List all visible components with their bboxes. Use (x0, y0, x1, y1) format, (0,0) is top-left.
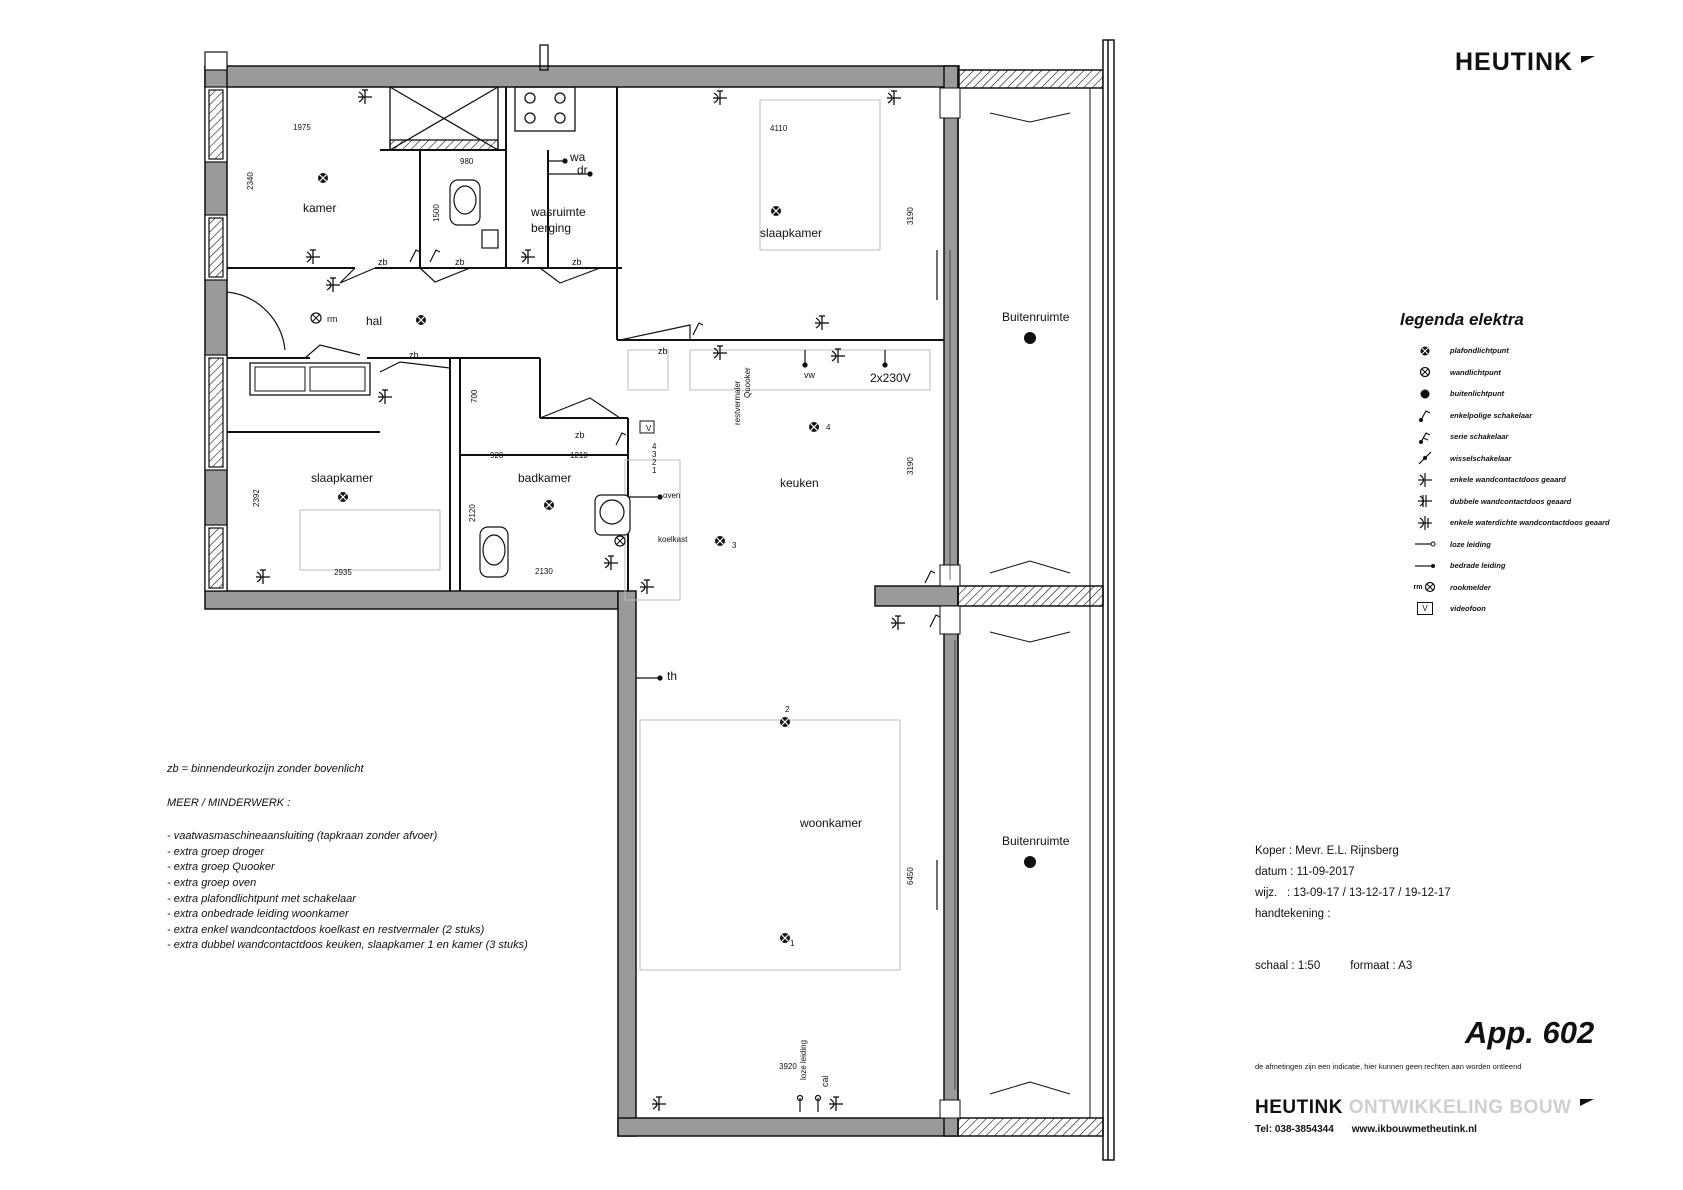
footer-brand-light: ONTWIKKELING BOUW (1348, 1097, 1572, 1118)
dimension-label: 6450 (906, 867, 915, 885)
socket-icon (604, 556, 618, 570)
dimension-label: 2392 (252, 489, 261, 507)
ceiling-light-icon (809, 422, 819, 432)
room-label-woonkamer: woonkamer (800, 816, 863, 830)
brand-name: HEUTINK (1455, 48, 1574, 76)
switch-number: 1 (652, 466, 657, 475)
two-way-switch-icon (1400, 450, 1450, 466)
socket-icon (713, 91, 727, 105)
room-label-slaapkamer-left: slaapkamer (311, 471, 374, 485)
legend-text: wisselschakelaar (1450, 453, 1512, 463)
ceiling-light-icon (338, 492, 348, 502)
legend-row (1400, 362, 1670, 384)
wijz-row (1255, 883, 1451, 904)
datum-label: datum : (1255, 866, 1294, 878)
videophone-symbol: V (1417, 602, 1433, 615)
legend-text: buitenlichtpunt (1450, 389, 1505, 399)
room-label-buitenruimte-bottom: Buitenruimte (1002, 834, 1070, 848)
legend-row (1400, 405, 1670, 427)
dimension-label: 1210 (570, 451, 588, 460)
wa-label: wa (570, 150, 586, 164)
legend-title: legenda elektra (1400, 310, 1524, 329)
website: www.ikbouwmetheutink.nl (1351, 1124, 1477, 1135)
socket-icon (521, 250, 535, 264)
legend-row (1400, 491, 1670, 513)
ceiling-light-icon (318, 173, 328, 183)
dr-label: dr (577, 163, 588, 177)
list-item: - extra enkel wandcontactdoos koelkast en restvermaler (2 stuks) (167, 923, 485, 936)
legend-text: loze leiding (1450, 539, 1491, 549)
socket-icon (326, 278, 340, 292)
wall-light-icon (1400, 366, 1450, 378)
footer-brand-bold: HEUTINK (1255, 1097, 1343, 1118)
brand-logo (1455, 48, 1595, 77)
room-label-keuken: keuken (780, 476, 819, 490)
legend-row (1400, 534, 1670, 556)
ceiling-light-icon (1400, 345, 1450, 357)
legend-row (1400, 426, 1670, 448)
ceiling-light-icon (715, 536, 725, 546)
legend-row (1400, 512, 1670, 534)
phone: Tel: 038-3854344 (1255, 1124, 1334, 1135)
koelkast-label: koelkast (658, 535, 688, 544)
scale-block (1255, 960, 1412, 972)
room-label-buitenruimte-top: Buitenruimte (1002, 310, 1070, 324)
socket-icon (891, 616, 905, 630)
list-item: - extra dubbel wandcontactdoos keuken, slaapkamer 1 en kamer (3 stuks) (167, 939, 528, 952)
balcony (940, 40, 1114, 1160)
waterproof-socket-icon (1400, 515, 1450, 531)
smoke-detector-icon (311, 313, 321, 323)
outdoor-light-icon (1024, 332, 1036, 344)
dimension-label: 4110 (770, 124, 788, 133)
legend-row (1400, 383, 1670, 405)
rm-label: rm (327, 314, 338, 324)
legend-row (1400, 340, 1670, 362)
legend-text: bedrade leiding (1450, 561, 1506, 571)
dimension-label: 700 (470, 389, 479, 403)
socket-icon (306, 250, 320, 264)
socket-icon (815, 316, 829, 330)
list-item: - extra groep Quooker (167, 861, 275, 874)
switch-number: 2 (652, 458, 657, 467)
legend-text: enkele wandcontactdoos geaard (1450, 475, 1566, 485)
room-label-hal: hal (366, 314, 383, 328)
zb-label: zb (572, 257, 582, 267)
dimension-label: 2340 (246, 172, 255, 190)
thermostat-label: th (667, 669, 678, 683)
zb-label: zb (575, 430, 585, 440)
legend-text: wandlichtpunt (1450, 367, 1501, 377)
legend-row (1400, 577, 1670, 599)
room-label-wasruimte: wasruimte (531, 205, 586, 219)
switches (410, 159, 940, 1112)
formaat: formaat : A3 (1350, 960, 1413, 972)
ceiling-light-icon (780, 933, 790, 943)
socket-icon (829, 1097, 843, 1111)
legend-text: enkelpolige schakelaar (1450, 410, 1533, 420)
ceiling-light-icon (780, 717, 790, 727)
dimension-label: 3920 (779, 1062, 797, 1071)
apartment-number: App. 602 (1465, 1015, 1595, 1050)
switch-number: 4 (652, 442, 657, 451)
socket-icon (358, 90, 372, 104)
zb-label: zb (409, 350, 419, 360)
socket-icon (713, 346, 727, 360)
socket-icon (378, 390, 392, 404)
list-item: - extra onbedrade leiding woonkamer (167, 908, 349, 921)
koper-row: Koper : Mevr. E.L. Rijnsberg (1255, 845, 1399, 857)
socket-icon (640, 580, 654, 594)
room-label-kamer: kamer (303, 201, 337, 215)
wired-conduit-icon (1400, 561, 1450, 571)
handtekening-row: handtekening : (1255, 908, 1331, 920)
wijz-label: wijz. (1255, 887, 1278, 899)
shaft (390, 45, 575, 150)
vw-label: vw (804, 370, 815, 380)
flag-icon (1581, 56, 1595, 63)
series-switch-icon (1400, 429, 1450, 445)
list-item: - vaatwasmaschineaansluiting (tapkraan zonder afvoer) (167, 830, 438, 843)
dimension-label: 920 (490, 451, 504, 460)
light-number: 3 (732, 541, 737, 550)
list-item: - extra groep droger (167, 845, 265, 858)
light-number: 4 (826, 423, 831, 432)
empty-conduit-icon (1400, 539, 1450, 549)
legend (1400, 310, 1670, 620)
notes (167, 762, 637, 954)
socket-icon (652, 1097, 666, 1111)
dimension-label: 1500 (432, 204, 441, 222)
light-number: 2 (785, 705, 790, 714)
single-socket-icon (1400, 472, 1450, 488)
dimension-label: 2130 (535, 567, 553, 576)
restvermaler-label: restvermaler (733, 380, 742, 425)
legend-text: dubbele wandcontactdoos geaard (1450, 496, 1572, 506)
contact (1255, 1124, 1477, 1135)
legend-row (1400, 448, 1670, 470)
dimension-label: 2935 (334, 568, 352, 577)
socket-icon (256, 570, 270, 584)
footer-brand (1255, 1097, 1594, 1119)
legend-row (1400, 469, 1670, 491)
legend-row (1400, 555, 1670, 577)
double-socket-icon (1400, 493, 1450, 509)
room-label-slaapkamer-top: slaapkamer (760, 226, 823, 240)
outdoor-light-icon (1400, 388, 1450, 400)
videophone-icon (1400, 602, 1450, 615)
rm-prefix: rm (1413, 583, 1423, 591)
disclaimer: de afmetingen zijn een indicatie, hier kunnen geen rechten aan worden ontleend (1255, 1062, 1522, 1071)
outer-walls (205, 66, 959, 1136)
cai-label: cai (820, 1075, 830, 1087)
power-label: 2x230V (870, 371, 911, 385)
switch-number: 3 (652, 450, 657, 459)
flag-icon (1580, 1099, 1594, 1106)
room-label-badkamer: badkamer (518, 471, 572, 485)
legend-text: videofoon (1450, 604, 1486, 614)
legend-text: serie schakelaar (1450, 432, 1509, 442)
info-block (1255, 841, 1451, 925)
dimension-label: 980 (460, 157, 474, 166)
single-pole-switch-icon (1400, 407, 1450, 423)
zb-label: zb (378, 257, 388, 267)
oven-label: oven (663, 491, 681, 500)
notes-list (167, 829, 637, 954)
dimension-label: 3190 (906, 457, 915, 475)
list-item: - extra groep oven (167, 876, 257, 889)
notes-zb-definition: zb = binnendeurkozijn zonder bovenlicht (167, 763, 364, 775)
loze-leiding-label: loze leiding (799, 1039, 808, 1080)
ceiling-light-icon (416, 315, 426, 325)
schaal: schaal : 1:50 (1255, 960, 1321, 972)
smoke-detector-icon (1400, 581, 1450, 593)
datum-row (1255, 862, 1451, 883)
socket-icon (831, 349, 845, 363)
datum-value: 11-09-2017 (1296, 866, 1355, 878)
zb-label: zb (658, 346, 668, 356)
zb-label: zb (455, 257, 465, 267)
wijz-value: : 13-09-17 / 13-12-17 / 19-12-17 (1286, 887, 1451, 899)
notes-heading: MEER / MINDERWERK : (167, 796, 291, 809)
ceiling-light-icon (771, 206, 781, 216)
ceiling-light-icon (544, 500, 554, 510)
quooker-label: Quooker (743, 367, 752, 398)
dimension-label: 3190 (906, 207, 915, 225)
legend-text: enkele waterdichte wandcontactdoos geaard (1450, 518, 1610, 528)
outdoor-light-icon (1024, 856, 1036, 868)
videofoon-symbol: V (646, 424, 652, 433)
wall-light-icon (615, 536, 625, 546)
light-number: 1 (790, 939, 795, 948)
socket-icon (887, 91, 901, 105)
legend-text: plafondlichtpunt (1450, 346, 1509, 356)
legend-text: rookmelder (1450, 582, 1491, 592)
list-item: - extra plafondlichtpunt met schakelaar (167, 892, 356, 905)
dimension-label: 2120 (468, 504, 477, 522)
dimension-label: 1975 (293, 123, 311, 132)
legend-row (1400, 598, 1670, 620)
room-label-berging: berging (531, 221, 572, 235)
